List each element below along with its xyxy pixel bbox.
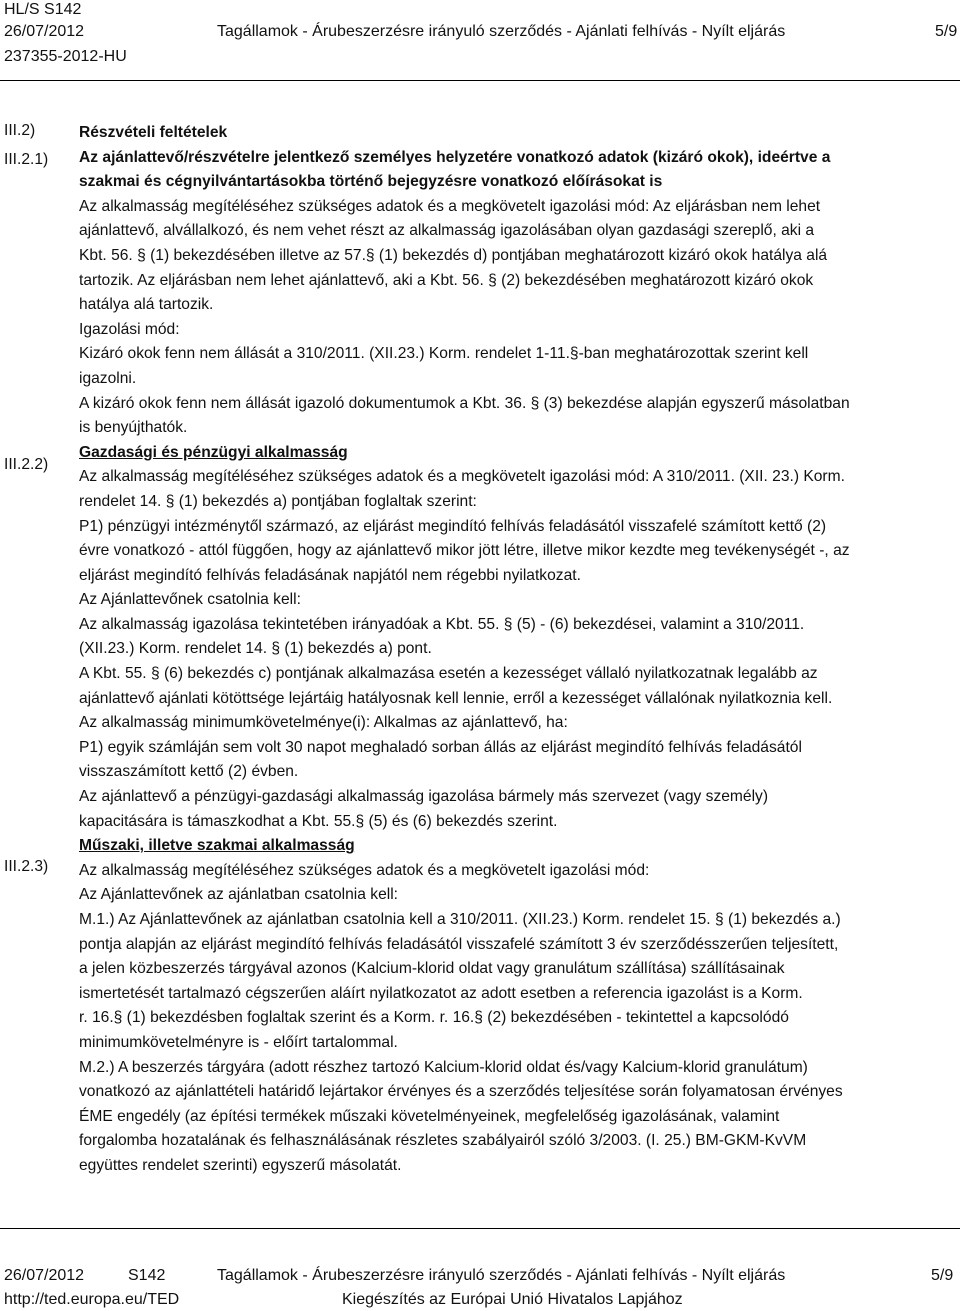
body-line: Igazolási mód: <box>79 320 180 338</box>
body-line: Az alkalmasság megítéléséhez szükséges adatok és a megkövetelt igazolási mód: A 310/2011. (XII. 23.) Korm. <box>79 468 845 486</box>
body-line: A kizáró okok fenn nem állását igazoló dokumentumok a Kbt. 36. § (3) bekezdése alapján egyszerű másolatban <box>79 394 850 412</box>
subheading-personal-situation: Az ajánlattevő/részvételre jelentkező személyes helyzetére vonatkozó adatok (kizáró okok), ideértve a <box>79 148 831 166</box>
footer-page-number: 5/9 <box>931 1267 954 1284</box>
footer-row-2 <box>4 1290 960 1310</box>
body-line: eljárást megindító felhívás feladásának napjától nem régebbi nyilatkozat. <box>79 566 581 584</box>
header-date: 26/07/2012 <box>4 23 85 40</box>
footer-divider <box>0 1228 960 1229</box>
body-line: a jelen közbeszerzés tárgyával azonos (Kalcium-klorid oldat vagy granulátum szállítása) szállításainak <box>79 960 785 978</box>
header-title: Tagállamok - Árubeszerzésre irányuló szerződés - Ajánlati felhívás - Nyílt eljárás <box>217 23 786 40</box>
body-line: rendelet 14. § (1) bekezdés a) pontjában foglaltak szerint: <box>79 492 477 510</box>
subheading-personal-situation-cont: szakmai és cégnyilvántartásokba történő bejegyzésre vonatkozó előírásokat is <box>79 173 663 191</box>
body-line: igazolni. <box>79 369 137 387</box>
body-line: együttes rendelet szerinti) egyszerű másolatát. <box>79 1156 402 1174</box>
body-line: pontja alapján az eljárást megindító felhívás feladásától visszafelé számított 3 év szerződésszerűen teljesített, <box>79 935 839 953</box>
heading-participation-conditions: Részvételi feltételek <box>79 124 228 141</box>
section-body <box>79 121 959 1179</box>
body-line: P1) pénzügyi intézménytől származó, az eljárást megindító felhívás feladásától visszafelé számított kettő (2) <box>79 517 827 535</box>
body-line: kapacitására is támaszkodhat a Kbt. 55.§ (5) és (6) bekezdés szerint. <box>79 812 558 830</box>
header-divider <box>0 80 960 81</box>
body-line: hatálya alá tartozik. <box>79 296 214 314</box>
body-line: Az alkalmasság megítéléséhez szükséges adatok és a megkövetelt igazolási mód: <box>79 861 650 879</box>
body-line: Kizáró okok fenn nem állását a 310/2011. (XII.23.) Korm. rendelet 1-11.§-ban meghatározottak szerint kell <box>79 345 809 363</box>
body-line: is benyújthatók. <box>79 419 188 437</box>
body-line: (XII.23.) Korm. rendelet 14. § (1) bekezdés a) pont. <box>79 640 432 658</box>
body-line: Az alkalmasság megítéléséhez szükséges adatok és a megkövetelt igazolási mód: Az eljárásban nem lehet <box>79 197 821 215</box>
body-line: M.2.) A beszerzés tárgyára (adott részhez tartozó Kalcium-klorid oldat és/vagy Kalcium-klorid granulátum) <box>79 1058 808 1076</box>
body-line: ismertetését tartalmazó cégszerűen aláírt nyilatkozatot az adott esetben a referencia igazolást is a Korm. <box>79 984 803 1002</box>
body-line: Az ajánlattevő a pénzügyi-gazdasági alkalmasság igazolása bármely más szervezet (vagy személy) <box>79 788 769 806</box>
header-doc-id: HL/S S142 <box>4 1 82 18</box>
section-number-iii-2: III.2) <box>4 122 36 139</box>
heading-economic-financial: Gazdasági és pénzügyi alkalmasság <box>79 443 348 461</box>
body-line: ajánlattevő ajánlati kötöttsége lejártáig hatályosnak kell lennie, erről a kezességet vállalónak nyilatkoznia kell. <box>79 689 833 707</box>
body-line: M.1.) Az Ajánlattevőnek az ajánlatban csatolnia kell a 310/2011. (XII.23.) Korm. rendelet 15. § (1) bekezdés a.) <box>79 911 841 928</box>
footer-number: S142 <box>128 1267 166 1284</box>
footer-row <box>4 1266 960 1286</box>
body-line: vonatkozó az ajánlattételi határidő lejártakor érvényes és a szerződés teljesítése során folyamatosan érvényes <box>79 1083 843 1101</box>
body-line: minimumkövetelményre is - előírt tartalommal. <box>79 1033 398 1051</box>
footer-title: Tagállamok - Árubeszerzésre irányuló szerződés - Ajánlati felhívás - Nyílt eljárás <box>217 1267 786 1284</box>
body-line: Az alkalmasság minimumkövetelménye(i): Alkalmas az ajánlattevő, ha: <box>79 714 568 732</box>
section-number-iii-2-3: III.2.3) <box>4 858 49 875</box>
footer-publication: Kiegészítés az Európai Unió Hivatalos Lapjához <box>342 1291 683 1308</box>
body-line: visszaszámított kettő (2) évben. <box>79 763 299 781</box>
heading-technical-professional: Műszaki, illetve szakmai alkalmasság <box>79 837 355 855</box>
body-line: Az Ajánlattevőnek csatolnia kell: <box>79 591 301 609</box>
header-page-number: 5/9 <box>935 23 958 40</box>
body-line: tartozik. Az eljárásban nem lehet ajánlattevő, aki a Kbt. 56. § (2) bekezdésében meghatározott kizáró okok <box>79 271 814 289</box>
header-row <box>4 22 958 42</box>
body-line: Az Ajánlattevőnek az ajánlatban csatolnia kell: <box>79 886 399 904</box>
body-line: évre vonatkozó - attól függően, hogy az ajánlattevő mikor jött létre, illetve mikor kezdte meg tevékenységét -, az <box>79 542 850 560</box>
section-number-iii-2-1: III.2.1) <box>4 151 49 168</box>
footer-url-link[interactable]: http://ted.europa.eu/TED <box>4 1291 180 1308</box>
body-line: r. 16.§ (1) bekezdésben foglaltak szerint és a Korm. r. 16.§ (2) bekezdésében - tekintettel a kapcsolódó <box>79 1009 789 1027</box>
body-line: Kbt. 56. § (1) bekezdésében illetve az 57.§ (1) bekezdés d) pontjában meghatározott kizáró okok hatálya alá <box>79 246 828 264</box>
body-line: ÉME engedély (az építési termékek műszaki követelményeinek, megfelelőség igazolásának, valamint <box>79 1107 780 1125</box>
section-number-iii-2-2: III.2.2) <box>4 456 49 473</box>
footer-date: 26/07/2012 <box>4 1267 85 1284</box>
body-line: forgalomba hozatalának és felhasználásának részletes szabályairól szóló 3/2003. (I. 25.) BM-GKM-KvVM <box>79 1132 807 1150</box>
body-line: Az alkalmasság igazolása tekintetében irányadóak a Kbt. 55. § (5) - (6) bekezdései, valamint a 310/2011. <box>79 615 805 633</box>
body-line: ajánlattevő, alvállalkozó, és nem vehet részt az alkalmasság igazolásában olyan gazdasági szereplő, aki a <box>79 222 815 240</box>
body-line: P1) egyik számláján sem volt 30 napot meghaladó sorban állás az eljárást megindító felhívás feladásától <box>79 738 802 756</box>
header-notice-number: 237355-2012-HU <box>4 48 127 65</box>
body-line: A Kbt. 55. § (6) bekezdés c) pontjának alkalmazása esetén a kezességet vállaló nyilatkozatnak legalább az <box>79 665 818 683</box>
